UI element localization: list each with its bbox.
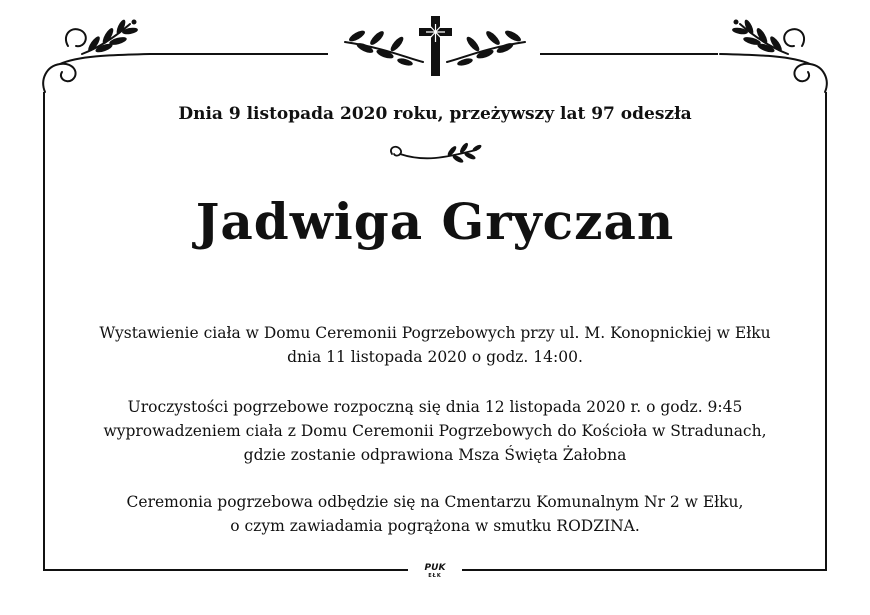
flourish-ornament-icon bbox=[707, 14, 832, 94]
cross-icon bbox=[335, 12, 535, 80]
logo-subtext: EŁK bbox=[428, 573, 442, 579]
paragraph-line: Uroczystości pogrzebowe rozpoczną się dnia 12 listopada 2020 r. o godz. 9:45 bbox=[127, 398, 743, 416]
paragraph-line: gdzie zostanie odprawiona Msza Święta Żałobna bbox=[243, 446, 627, 464]
puk-logo bbox=[413, 563, 457, 579]
deceased-name: Jadwiga Gryczan bbox=[195, 192, 675, 251]
frame-top-left-line bbox=[150, 53, 328, 55]
logo-text: PUK bbox=[424, 563, 446, 573]
flourish-ornament-icon bbox=[38, 14, 163, 94]
frame-top-right-line bbox=[540, 53, 718, 55]
paragraph-funeral-mass bbox=[0, 395, 870, 467]
paragraph-line: Ceremonia pogrzebowa odbędzie się na Cmentarzu Komunalnym Nr 2 w Ełku, bbox=[126, 493, 744, 511]
paragraph-viewing bbox=[0, 321, 870, 369]
frame-bottom-left-line bbox=[43, 569, 408, 571]
paragraph-line: dnia 11 listopada 2020 o godz. 14:00. bbox=[287, 348, 583, 366]
paragraph-line: o czym zawiadamia pogrążona w smutku RODZINA. bbox=[230, 517, 640, 535]
paragraph-line: wyprowadzeniem ciała z Domu Ceremonii Pogrzebowych do Kościoła w Stradunach, bbox=[103, 422, 767, 440]
intro-line: Dnia 9 listopada 2020 roku, przeżywszy lat 97 odeszła bbox=[178, 104, 692, 124]
leaf-branch-icon bbox=[384, 142, 486, 168]
paragraph-burial bbox=[0, 490, 870, 538]
frame-bottom-right-line bbox=[462, 569, 827, 571]
paragraph-line: Wystawienie ciała w Domu Ceremonii Pogrzebowych przy ul. M. Konopnickiej w Ełku bbox=[99, 324, 771, 342]
